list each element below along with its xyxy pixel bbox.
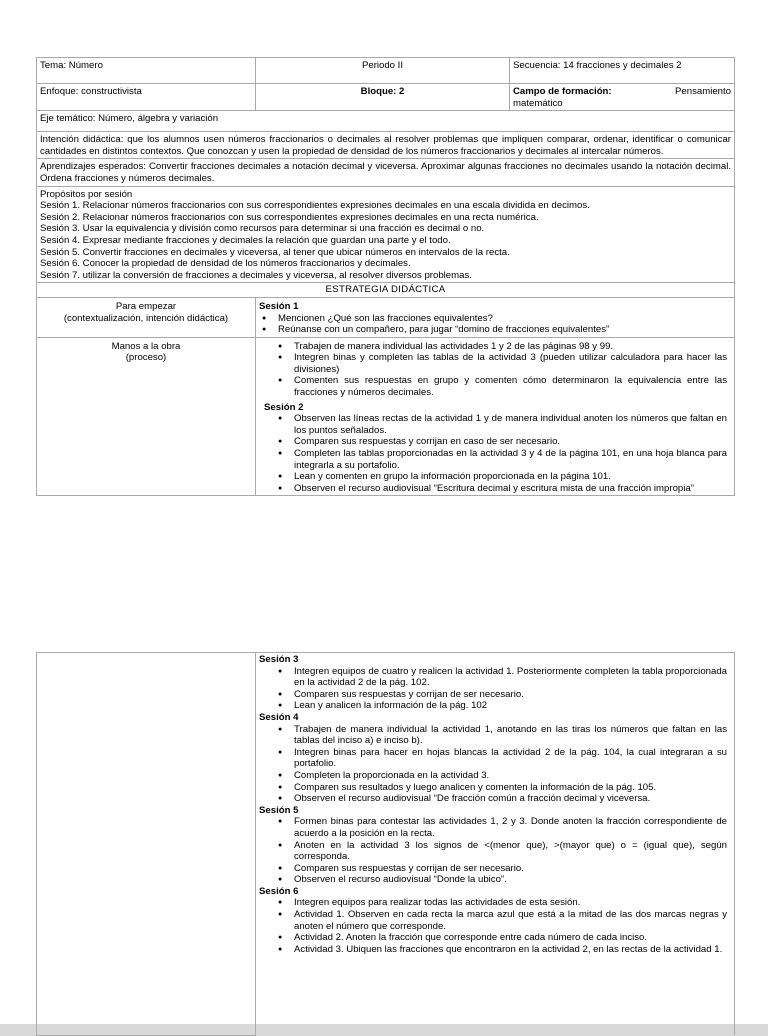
proposito-4: Sesión 4. Expresar mediante fracciones y decimales la relación que guardan una parte y el todo.	[40, 234, 451, 246]
propositos-cell	[37, 186, 735, 283]
list-item: ● Trabajen de manera individual la actividad 1, anotando en las tiras los números que faltan en las tablas del inciso a) e inciso b).	[294, 724, 727, 747]
list-item: ● Actividad 3. Ubiquen las fracciones que encontraron en la actividad 2, en las rectas de la actividad 1.	[294, 944, 727, 956]
session-3-list	[259, 666, 727, 712]
estrategia-heading: ESTRATEGIA DIDÁCTICA	[37, 283, 735, 298]
proposito-6: Sesión 6. Conocer la propiedad de densidad de los números fraccionarios y decimales.	[40, 258, 411, 270]
propositos-title: Propósitos por sesión	[40, 188, 133, 200]
session-2-title: Sesión 2	[264, 401, 304, 413]
manos-content	[256, 337, 735, 496]
session-1-title: Sesión 1	[259, 300, 299, 312]
list-item: ● Anoten en la actividad 3 los signos de <(menor que), >(mayor que) o = (igual que), según corresponda.	[294, 840, 727, 863]
manos-label: Manos a la obra	[111, 340, 181, 352]
session-6-title: Sesión 6	[259, 885, 299, 897]
list-item: ● Observen el recurso audiovisual “Escritura decimal y escritura mista de una fracción impropia”	[294, 483, 727, 495]
eje-cell: Eje temático: Número, álgebra y variación	[37, 111, 735, 132]
list-item: ● Lean y comenten en grupo la información proporcionada en la página 101.	[294, 471, 727, 483]
planning-table-page1	[36, 57, 735, 496]
session-6-list	[259, 897, 727, 955]
campo-label: Campo de formación:	[513, 86, 612, 97]
manos-sublabel: (proceso)	[125, 352, 167, 364]
session-5-list	[259, 816, 727, 886]
list-item: ● Observen el recurso audiovisual “Donde la ubico”.	[294, 874, 727, 886]
proposito-2: Sesión 2. Relacionar números fraccionarios con sus correspondientes expresiones decimales en una recta numérica.	[40, 211, 539, 223]
list-item: ● Comparen sus resultados y luego analicen y comenten la información de la pág. 105.	[294, 782, 727, 794]
list-item: ● Formen binas para contestar las actividades 1, 2 y 3. Donde anoten la fracción correspondiente de acuerdo a la posición en la recta.	[294, 816, 727, 839]
periodo-cell: Periodo II	[256, 58, 510, 84]
list-item: ● Reúnanse con un compañero, para jugar “domino de fracciones equivalentes”	[278, 324, 731, 336]
aprendizajes-cell: Aprendizajes esperados: Convertir fracciones decimales a notación decimal y viceversa. Aproximar algunas fracciones no decimales usando la notación decimal. Ordena fracciones y números decimales.	[37, 159, 735, 186]
secuencia-cell: Secuencia: 14 fracciones y decimales 2	[510, 58, 735, 84]
intencion-cell: Intención didáctica: que los alumnos usen números fraccionarios o decimales al resolver problemas que impliquen comparar, ordenar, identificar o comunicar cantidades en distintos contextos. Que conozcan y usen la propiedad de densidad de los números fraccionarios y decimales al intercalar números.	[37, 132, 735, 159]
list-item: ● Comparen sus respuestas y corrijan en caso de ser necesario.	[294, 436, 727, 448]
list-item: ● Integren binas para hacer en hojas blancas la actividad 2 de la pág. 104, la cual integraran a su portafolio.	[294, 747, 727, 770]
list-item: ● Lean y analicen la información de la pág. 102	[294, 700, 727, 712]
proposito-1: Sesión 1. Relacionar números fraccionarios con sus correspondientes expresiones decimales en una escala dividida en decimos.	[40, 200, 590, 212]
para-empezar-label: Para empezar	[115, 300, 177, 312]
sessions-content	[256, 653, 735, 1036]
session-1-intro-list	[259, 313, 731, 336]
list-item: ● Integren binas y completen las tablas de la actividad 3 (pueden utilizar calculadora para hacer las divisiones)	[294, 352, 727, 375]
list-item: ● Comparen sus respuestas y corrijan de ser necesario.	[294, 689, 727, 701]
bloque-cell: Bloque: 2	[256, 84, 510, 111]
list-item: ● Observen el recurso audiovisual “De fracción común a fracción decimal y viceversa.	[294, 793, 727, 805]
list-item: ● Trabajen de manera individual las actividades 1 y 2 de las páginas 98 y 99.	[294, 341, 727, 353]
campo-cell	[510, 84, 735, 111]
para-empezar-sublabel: (contextualización, intención didáctica)	[63, 312, 229, 324]
session-4-title: Sesión 4	[259, 711, 299, 723]
proposito-3: Sesión 3. Usar la equivalencia y división como recursos para determinar si una fracción es decimal o no.	[40, 223, 485, 235]
session-4-list	[259, 724, 727, 805]
list-item: ● Actividad 2. Anoten la fracción que corresponde entre cada número de cada inciso.	[294, 932, 727, 944]
proposito-5: Sesión 5. Convertir fracciones en decimales y viceversa, al tener que ubicar números en intervalos de la recta.	[40, 246, 510, 258]
proposito-7: Sesión 7. utilizar la conversión de fracciones a decimales y viceversa, al resolver diversos problemas.	[40, 269, 472, 281]
session-1-process-list	[259, 341, 727, 399]
manos-label-cell	[37, 337, 256, 496]
campo-value-1: Pensamiento	[675, 86, 731, 97]
session-3-title: Sesión 3	[259, 654, 299, 665]
list-item: ● Completen las tablas proporcionadas en la actividad 3 y 4 de la página 101, en una hoja blanca para integrarla a su portafolio.	[294, 448, 727, 471]
list-item: ● Comparen sus respuestas y corrijan de ser necesario.	[294, 863, 727, 875]
tema-cell: Tema: Número	[37, 58, 256, 84]
session-2-list	[259, 413, 727, 494]
list-item: ● Completen la proporcionada en la actividad 3.	[294, 770, 727, 782]
list-item: ● Actividad 1. Observen en cada recta la marca azul que está a la mitad de las dos marcas negras y anoten el número que corresponde.	[294, 909, 727, 932]
list-item: ● Observen las líneas rectas de la actividad 1 y de manera individual anoten los números que faltan en los puntos señalados.	[294, 413, 727, 436]
para-empezar-content	[256, 297, 735, 337]
para-empezar-label-cell	[37, 297, 256, 337]
list-item: ● Comenten sus respuestas en grupo y comenten cómo determinaron la equivalencia entre las fracciones y números decimales.	[294, 375, 727, 398]
session-5-title: Sesión 5	[259, 804, 299, 816]
list-item: ● Mencionen ¿Qué son las fracciones equivalentes?	[278, 313, 731, 325]
enfoque-cell: Enfoque: constructivista	[37, 84, 256, 111]
campo-value-2: matemático	[513, 97, 563, 109]
list-item: ● Integren equipos de cuatro y realicen la actividad 1. Posteriormente completen la tabla proporcionada en la actividad 2 de la pág. 102.	[294, 666, 727, 689]
empty-label-cell	[37, 653, 256, 1036]
list-item: ● Integren equipos para realizar todas las actividades de esta sesión.	[294, 897, 727, 909]
planning-table-page2	[36, 652, 735, 1036]
